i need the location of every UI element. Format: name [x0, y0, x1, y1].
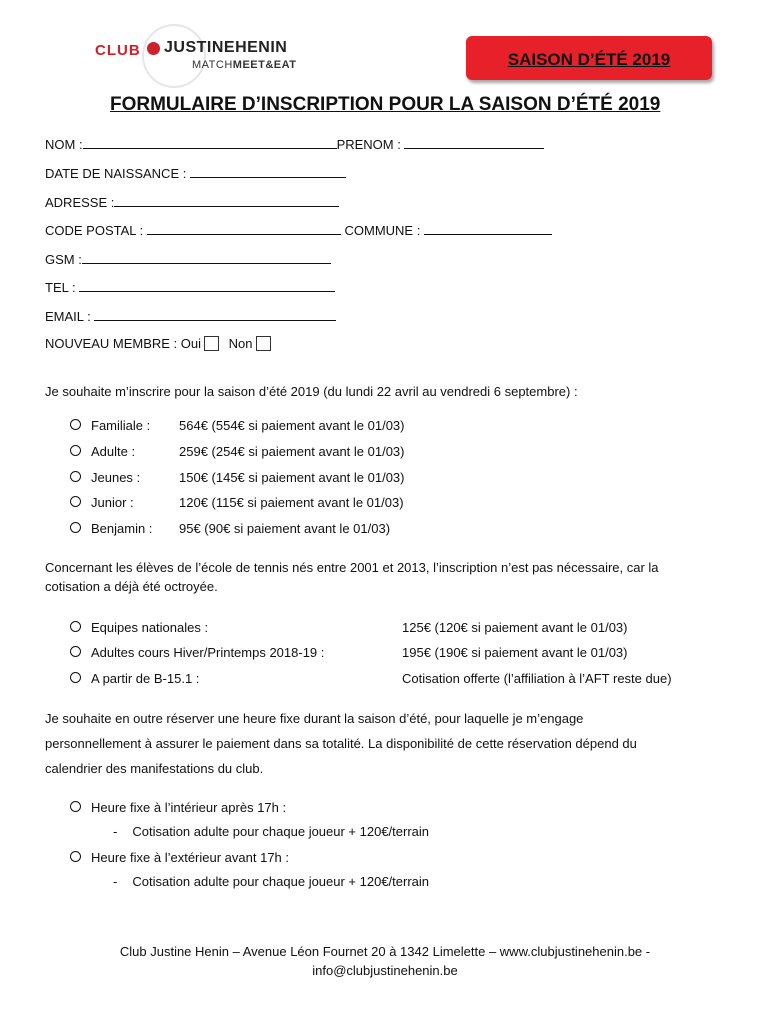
non-checkbox[interactable] — [256, 336, 271, 351]
tarif-price: 150€ (145€ si paiement avant le 01/03) — [179, 470, 405, 485]
gsm-row — [45, 251, 331, 267]
heure-option[interactable] — [70, 850, 289, 865]
radio-circle-icon — [70, 801, 81, 812]
nom-field[interactable] — [83, 136, 337, 149]
radio-circle-icon — [70, 621, 81, 632]
footer-email[interactable]: info@clubjustinehenin.be — [312, 963, 458, 978]
special-option[interactable] — [70, 671, 199, 686]
nom-row — [45, 136, 544, 152]
dash: - — [113, 874, 118, 889]
footer — [0, 942, 770, 980]
intro-text: Je souhaite m’inscrire pour la saison d’été 2019 (du lundi 22 avril au vendredi 6 septembre) : — [45, 384, 578, 399]
tarif-label: Jeunes : — [91, 470, 141, 485]
heure-detail — [113, 824, 429, 839]
tennis-ball-icon — [147, 42, 160, 55]
heure-label: Heure fixe à l’intérieur après 17h : — [91, 800, 287, 815]
adresse-label: ADRESSE : — [45, 195, 115, 210]
heure-label: Heure fixe à l’extérieur avant 17h : — [91, 850, 289, 865]
naissance-label: DATE DE NAISSANCE : — [45, 166, 187, 181]
prenom-label: PRENOM : — [336, 137, 401, 152]
naissance-row — [45, 165, 346, 181]
gsm-label: GSM : — [45, 252, 82, 267]
adresse-row — [45, 194, 339, 210]
tarif-option[interactable] — [70, 495, 134, 510]
special-price: Cotisation offerte (l’affiliation à l’AFT reste due) — [402, 671, 672, 686]
code-postal-label: CODE POSTAL : — [45, 223, 144, 238]
tarif-label: Benjamin : — [91, 521, 153, 536]
special-label: A partir de B-15.1 : — [91, 671, 200, 686]
commune-field[interactable] — [424, 222, 552, 235]
ecole-note: Concernant les élèves de l’école de tennis nés entre 2001 et 2013, l’inscription n’est pas nécessaire, car la cotisation a déjà été octroyée. — [45, 560, 659, 594]
email-row — [45, 308, 336, 324]
heure-note-line-3: calendrier des manifestations du club. — [45, 761, 264, 776]
tel-row — [45, 279, 335, 295]
special-option[interactable] — [70, 620, 208, 635]
radio-circle-icon — [70, 419, 81, 430]
season-banner-text: SAISON D’ÉTÉ 2019 — [507, 50, 671, 69]
tarif-price: 120€ (115€ si paiement avant le 01/03) — [179, 495, 404, 510]
heure-note-line-1: Je souhaite en outre réserver une heure fixe durant la saison d’été, pour laquelle je m’engage — [45, 711, 584, 726]
radio-circle-icon — [70, 672, 81, 683]
season-banner — [466, 36, 712, 80]
tarif-label: Adulte : — [91, 444, 136, 459]
heure-detail — [113, 874, 429, 889]
tarif-option[interactable] — [70, 470, 140, 485]
radio-circle-icon — [70, 851, 81, 862]
tel-label: TEL : — [45, 280, 76, 295]
heure-note-line-2: personnellement à assurer le paiement dans sa totalité. La disponibilité de cette réservation dépend du — [45, 736, 637, 751]
radio-circle-icon — [70, 445, 81, 456]
dash: - — [113, 824, 118, 839]
heure-option[interactable] — [70, 800, 286, 815]
commune-label: COMMUNE : — [344, 223, 421, 238]
nouveau-membre-row — [45, 336, 277, 351]
code-postal-row — [45, 222, 552, 238]
radio-circle-icon — [70, 522, 81, 533]
tarif-price: 95€ (90€ si paiement avant le 01/03) — [179, 521, 391, 536]
adresse-field[interactable] — [114, 194, 339, 207]
logo-club-text: CLUB — [95, 42, 141, 59]
club-logo — [92, 24, 332, 76]
email-field[interactable] — [94, 308, 336, 321]
form-title: FORMULAIRE D’INSCRIPTION POUR LA SAISON D’ÉTÉ 2019 — [110, 94, 661, 115]
special-price: 195€ (190€ si paiement avant le 01/03) — [402, 645, 628, 660]
email-label: EMAIL : — [45, 309, 91, 324]
nouveau-membre-label: NOUVEAU MEMBRE : Oui — [45, 336, 202, 351]
radio-circle-icon — [70, 646, 81, 657]
tel-field[interactable] — [79, 279, 335, 292]
heure-detail-text: Cotisation adulte pour chaque joueur + 120€/terrain — [132, 824, 430, 839]
gsm-field[interactable] — [82, 251, 331, 264]
radio-circle-icon — [70, 496, 81, 507]
tarif-option[interactable] — [70, 521, 152, 536]
prenom-field[interactable] — [404, 136, 544, 149]
naissance-field[interactable] — [190, 165, 346, 178]
special-label: Equipes nationales : — [91, 620, 209, 635]
tarif-label: Junior : — [91, 495, 134, 510]
oui-checkbox[interactable] — [204, 336, 219, 351]
tarif-price: 564€ (554€ si paiement avant le 01/03) — [179, 418, 405, 433]
footer-address: Club Justine Henin – Avenue Léon Fournet 20 à 1342 Limelette – www.clubjustinehenin.be - — [119, 944, 651, 959]
special-label: Adultes cours Hiver/Printemps 2018-19 : — [91, 645, 325, 660]
heure-detail-text: Cotisation adulte pour chaque joueur + 120€/terrain — [132, 874, 430, 889]
tarif-label: Familiale : — [91, 418, 151, 433]
non-label: Non — [228, 336, 253, 351]
logo-subtitle: MATCHMEET&EAT — [192, 59, 297, 71]
special-price: 125€ (120€ si paiement avant le 01/03) — [402, 620, 628, 635]
logo-name: JUSTINEHENIN — [164, 39, 288, 56]
tarif-price: 259€ (254€ si paiement avant le 01/03) — [179, 444, 405, 459]
radio-circle-icon — [70, 471, 81, 482]
nom-label: NOM : — [45, 137, 83, 152]
code-postal-field[interactable] — [147, 222, 341, 235]
tarif-option[interactable] — [70, 444, 135, 459]
tarif-option[interactable] — [70, 418, 150, 433]
special-option[interactable] — [70, 645, 324, 660]
